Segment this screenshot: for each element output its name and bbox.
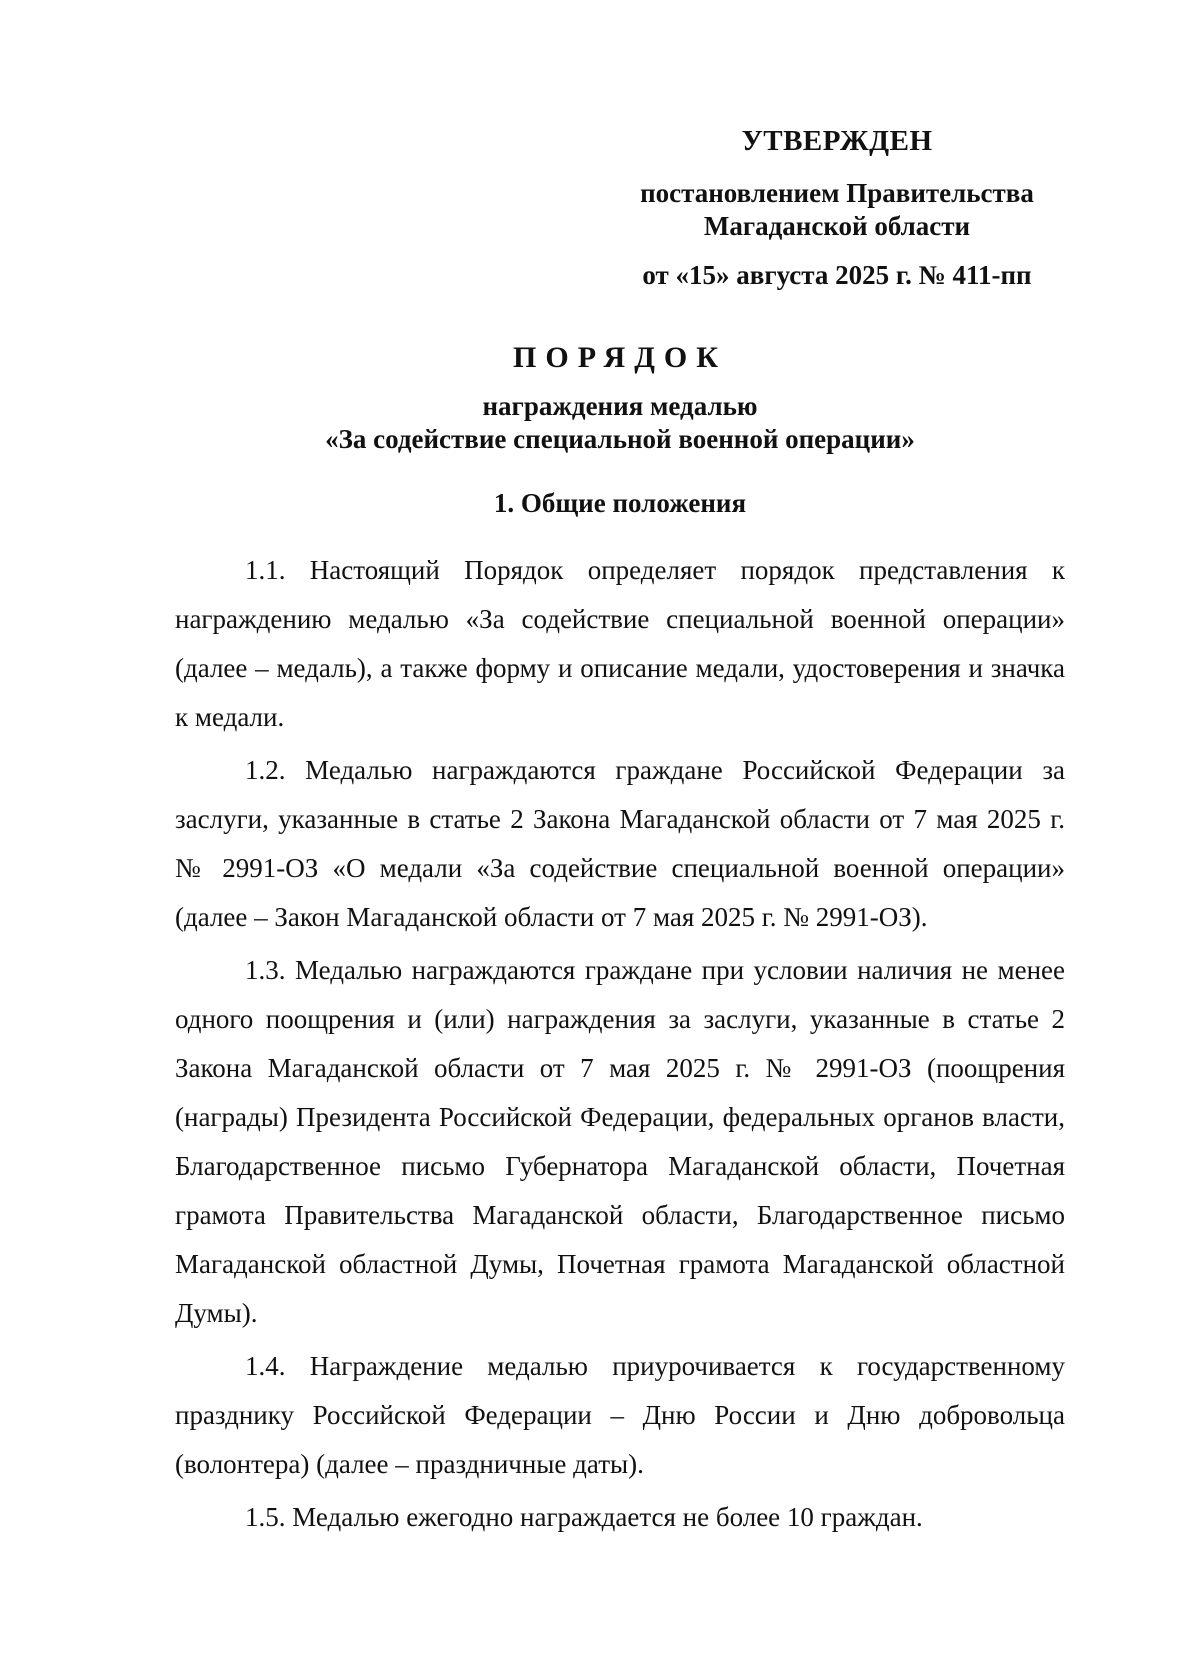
document-title-block [175, 340, 1065, 520]
approved-by-line-2: Магаданской области [703, 211, 971, 241]
paragraph-1-5: 1.5. Медалью ежегодно награждается не более 10 граждан. [245, 1502, 923, 1532]
document-title: ПОРЯДОК [513, 341, 727, 374]
document-subtitle-line-1: награждения медалью [482, 391, 758, 421]
document-body [175, 546, 1065, 1542]
paragraph-1-2: 1.2. Медалью награждаются граждане Российской Федерации за заслуги, указанные в статье 2 Закона Магаданской области от 7 мая 2025 г. № 2991-ОЗ «О медали «За содействие специальной военной операции» (далее – Закон Магаданской области от 7 мая 2025 г. № 2991-ОЗ). [175, 755, 1065, 932]
approval-stamp-block [600, 125, 1074, 292]
document-subtitle-line-2: «За содействие специальной военной операции» [325, 424, 915, 454]
approved-date: от «15» августа 2025 г. № 411-пп [642, 260, 1032, 290]
paragraph-1-1: 1.1. Настоящий Порядок определяет порядок представления к награждению медалью «За содействие специальной военной операции» (далее – медаль), а также форму и описание медали, удостоверения и значка к медали. [175, 555, 1065, 732]
approved-by-line-1: постановлением Правительства [640, 178, 1034, 208]
approved-title: УТВЕРЖДЕН [741, 125, 933, 157]
approved-by [600, 177, 1074, 243]
document-subtitle [175, 390, 1065, 456]
section-heading: 1. Общие положения [493, 488, 747, 518]
paragraph-1-3: 1.3. Медалью награждаются граждане при условии наличия не менее одного поощрения и (или) награждения за заслуги, указанные в статье 2 Закона Магаданской области от 7 мая 2025 г. № 2991-ОЗ (поощрения (награды) Президента Российской Федерации, федеральных органов власти, Благодарственное письмо Губернатора Магаданской области, Почетная грамота Правительства Магаданской области, Благодарственное письмо Магаданской областной Думы, Почетная грамота Магаданской областной Думы). [175, 955, 1065, 1328]
paragraph-1-4: 1.4. Награждение медалью приурочивается к государственному празднику Российской Федерации – Дню России и Дню добровольца (волонтера) (далее – праздничные даты). [175, 1351, 1065, 1479]
